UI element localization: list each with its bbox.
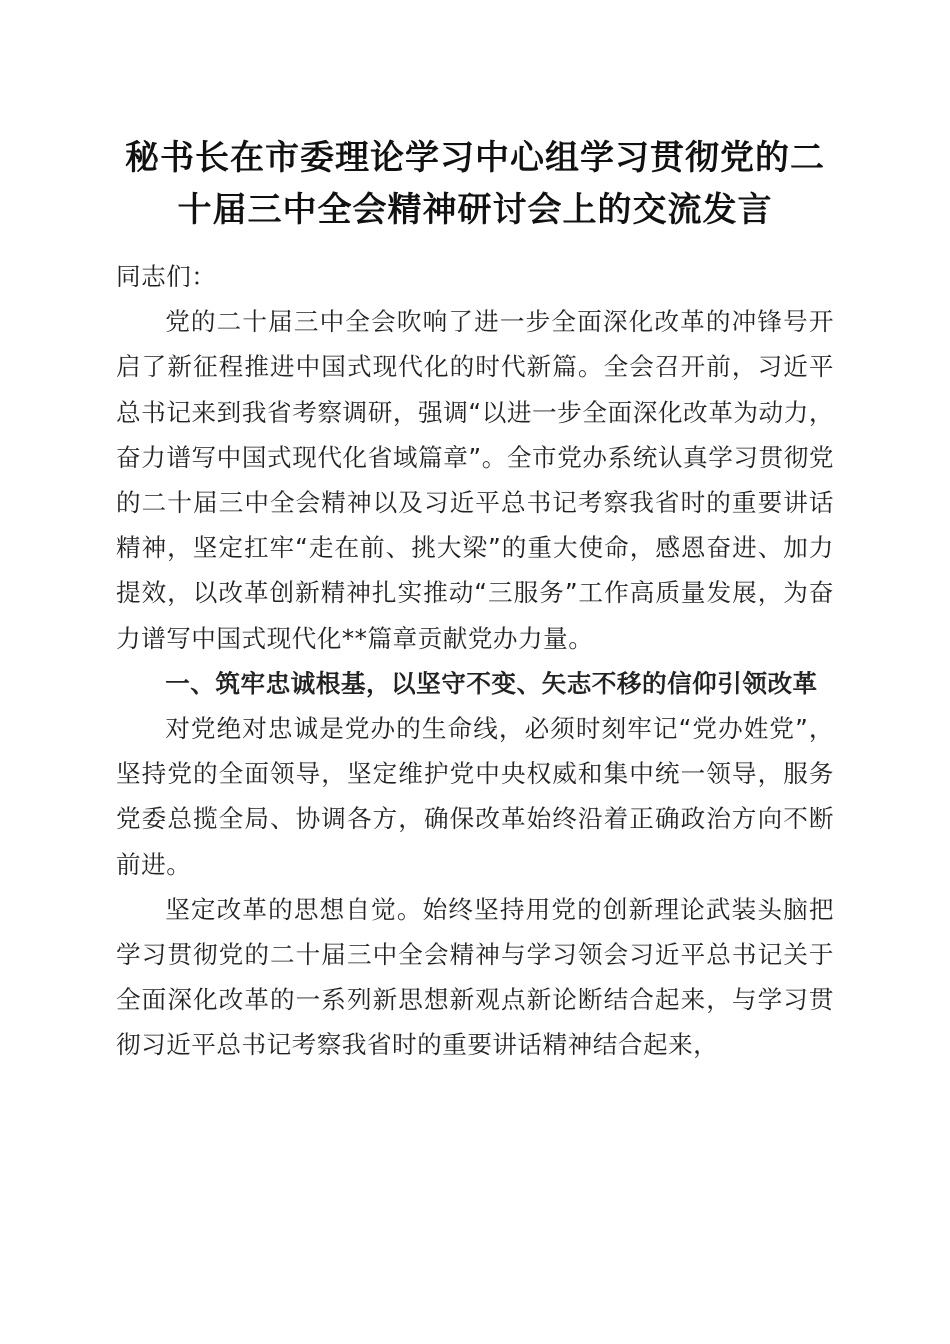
- section1-paragraph-2: 坚定改革的思想自觉。始终坚持用党的创新理论武装头脑把学习贯彻党的二十届三中全会精神与学习领会习近平总书记关于全面深化改革的一系列新思想新观点新论断结合起来，与学习贯彻习近平总书记考察我省时的重要讲话精神结合起来，: [116, 894, 834, 1060]
- title-line-1: 秘书长在市委理论学习中心组学习贯彻党的二: [125, 138, 825, 178]
- salutation: 同志们：: [116, 262, 217, 291]
- title-line-2: 十届三中全会精神研讨会上的交流发言: [177, 190, 773, 230]
- document-body: [116, 254, 834, 1068]
- intro-paragraph: 党的二十届三中全会吹响了进一步全面深化改革的冲锋号开启了新征程推进中国式现代化的时代新篇。全会召开前，习近平总书记来到我省考察调研，强调“以进一步全面深化改革为动力，奋力谱写中国式现代化省域篇章”。全市党办系统认真学习贯彻党的二十届三中全会精神以及习近平总书记考察我省时的重要讲话精神，坚定扛牢“走在前、挑大梁”的重大使命，感恩奋进、加力提效，以改革创新精神扎实推动“三服务”工作高质量发展，为奋力谱写中国式现代化**篇章贡献党办力量。: [116, 307, 834, 653]
- document-title: [100, 132, 850, 236]
- section-heading-1: 一、筑牢忠诚根基，以坚守不变、矢志不移的信仰引领改革: [165, 668, 818, 698]
- section1-paragraph-1: 对党绝对忠诚是党办的生命线，必须时刻牢记“党办姓党”，坚持党的全面领导，坚定维护党中央权威和集中统一领导，服务党委总揽全局、协调各方，确保改革始终沿着正确政治方向不断前进。: [116, 714, 834, 879]
